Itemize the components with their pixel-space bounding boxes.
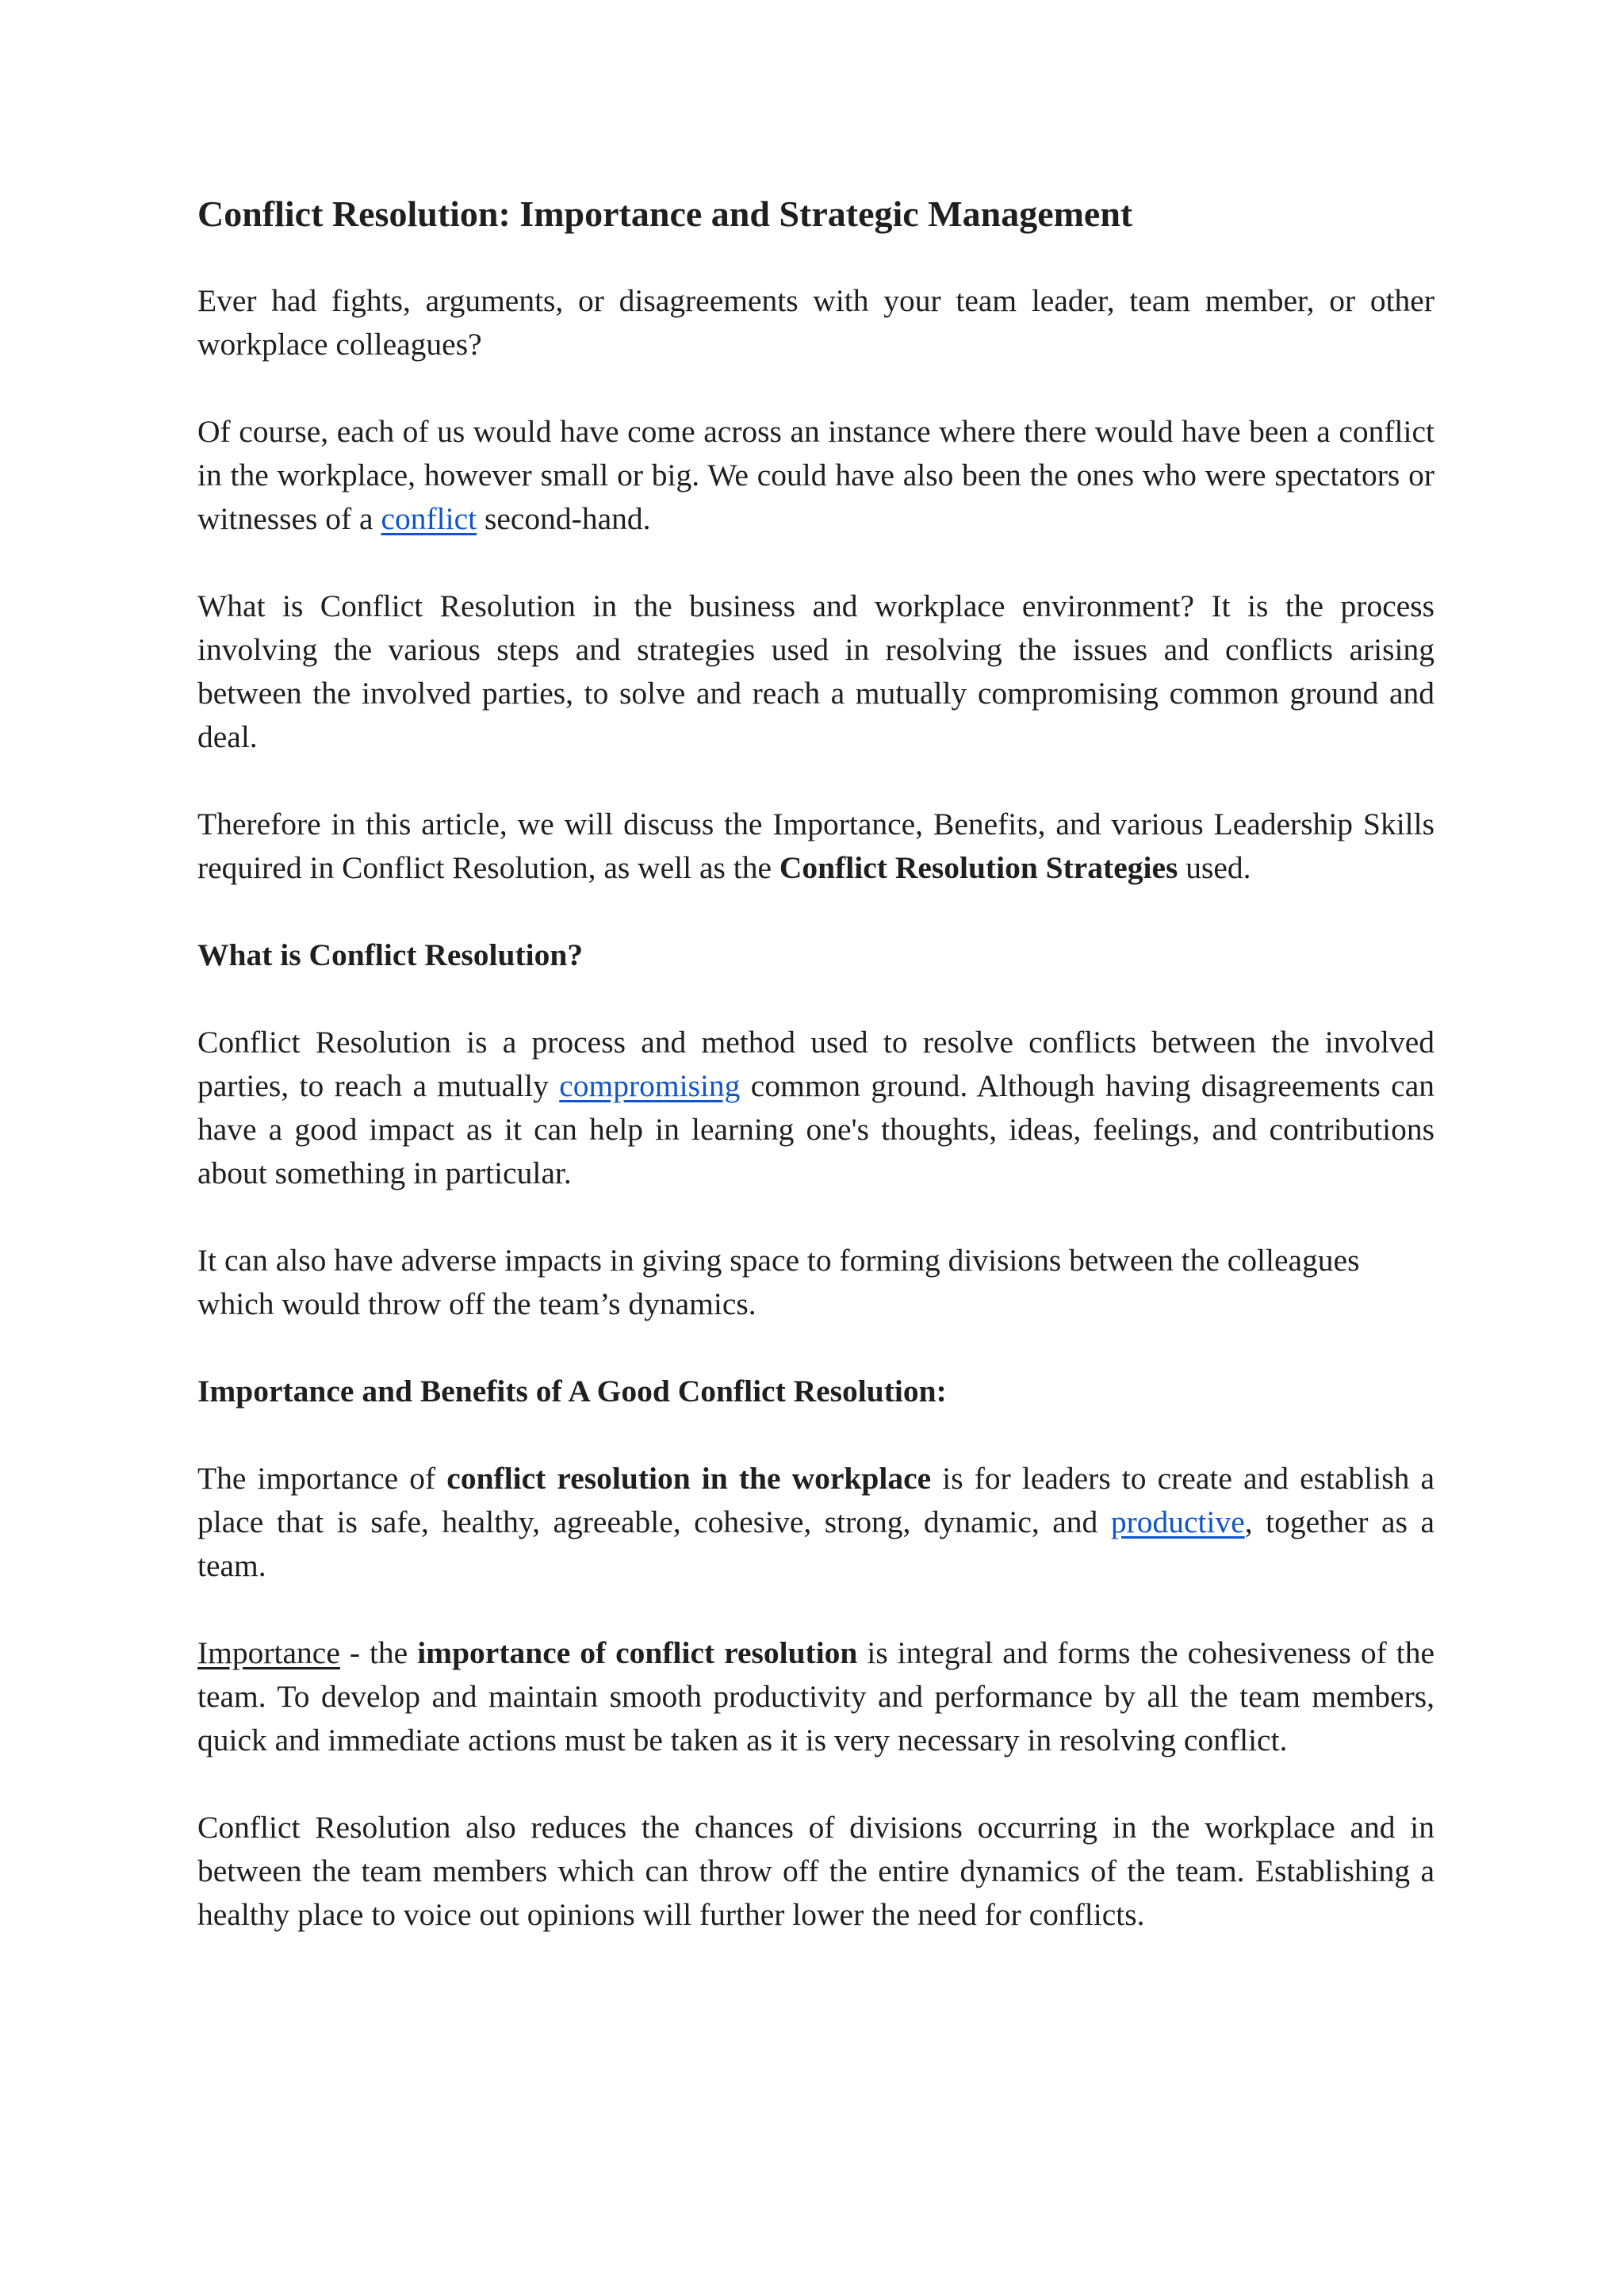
paragraph-text: Of course, each of us would have come across an instance where there would have been a conflict in the workplace, however small or big. We could have also been the ones who were spectators or witnesses of a <box>197 414 1434 536</box>
paragraph-reduces-divisions: Conflict Resolution also reduces the chances of divisions occurring in the workplace and in between the team members which can throw off the entire dynamics of the team. Establishing a healthy place to voice out opinions will further lower the need for conflicts. <box>197 1810 1434 1932</box>
paragraph-text: is for leaders to create and establish a place that is safe, healthy, agreeable, cohesive, strong, dynamic, and <box>197 1461 1434 1539</box>
paragraph-what-is <box>197 1021 1434 1195</box>
section-heading-importance: Importance and Benefits of A Good Conflict Resolution: <box>197 1374 947 1409</box>
paragraph-text: , together as a team. <box>197 1504 1434 1583</box>
paragraph-text: is integral and forms the cohesiveness of the team. To develop and maintain smooth productivity and performance by all the team members, quick and immediate actions must be taken as it is very necessary in resolving conflict. <box>197 1635 1434 1757</box>
paragraph-text: Conflict Resolution is a process and method used to resolve conflicts between the involved parties, to reach a mutually <box>197 1025 1434 1103</box>
compromising-link[interactable]: compromising <box>559 1068 741 1103</box>
paragraph-adverse-impacts: It can also have adverse impacts in giving space to forming divisions between the colleagues which would throw off the team’s dynamics. <box>197 1243 1360 1321</box>
paragraph-importance-workplace <box>197 1457 1434 1588</box>
paragraph-intro: Ever had fights, arguments, or disagreements with your team leader, team member, or other workplace colleagues? <box>197 283 1434 362</box>
conflict-link[interactable]: conflict <box>381 501 477 536</box>
bold-importance-text: importance of conflict resolution <box>417 1635 858 1670</box>
section-heading-what-is: What is Conflict Resolution? <box>197 937 584 972</box>
paragraph-text: common ground. Although having disagreements can have a good impact as it can help in learning one's thoughts, ideas, feelings, and contributions about something in particular. <box>197 1068 1434 1190</box>
bold-workplace-text: conflict resolution in the workplace <box>446 1461 932 1496</box>
paragraph-article-overview <box>197 803 1434 890</box>
paragraph-text: - the <box>339 1635 418 1670</box>
bold-strategies-text: Conflict Resolution Strategies <box>779 850 1178 885</box>
paragraph-definition: What is Conflict Resolution in the business and workplace environment? It is the process involving the various steps and strategies used in resolving the issues and conflicts arising between the involved parties, to solve and reach a mutually compromising common ground and deal. <box>197 588 1434 754</box>
productive-link[interactable]: productive <box>1110 1504 1245 1539</box>
paragraph-text: second-hand. <box>477 501 651 536</box>
paragraph-workplace-conflict <box>197 410 1434 541</box>
paragraph-text: The importance of <box>197 1461 447 1496</box>
document-page <box>197 190 1434 1980</box>
paragraph-text: used. <box>1178 850 1251 885</box>
importance-label: Importance <box>197 1635 340 1670</box>
page-title: Conflict Resolution: Importance and Strategic Management <box>197 194 1133 234</box>
paragraph-text: Therefore in this article, we will discuss the Importance, Benefits, and various Leadership Skills required in Conflict Resolution, as well as the <box>197 807 1434 885</box>
paragraph-importance-detail <box>197 1631 1434 1762</box>
